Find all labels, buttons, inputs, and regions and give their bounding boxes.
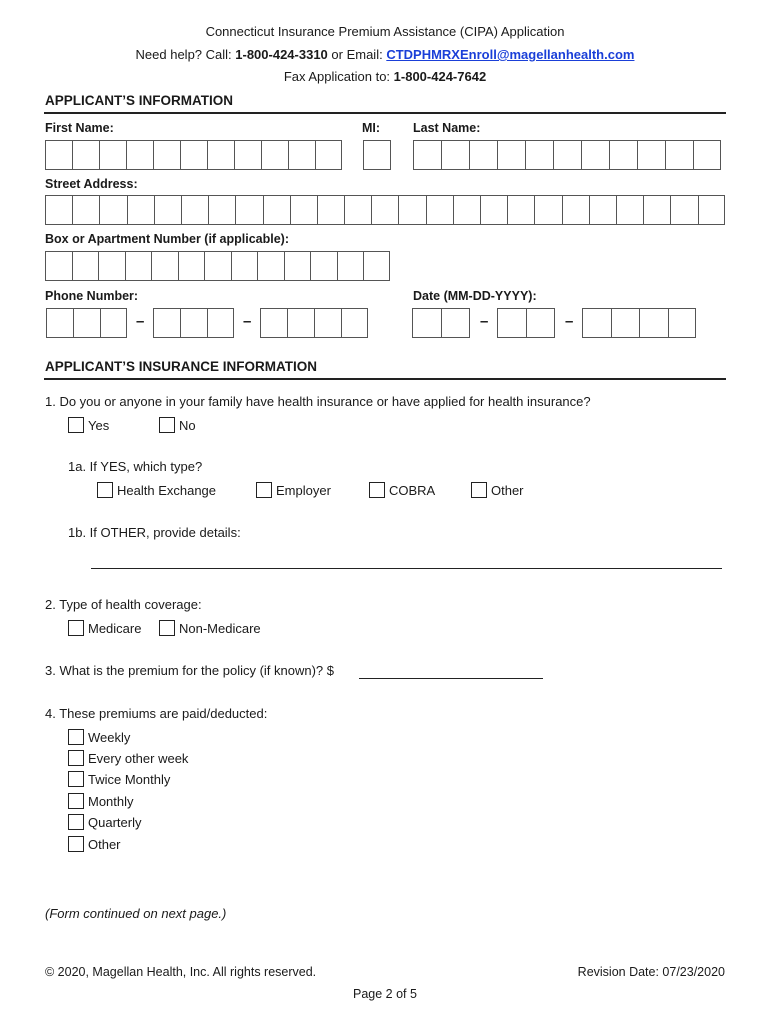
question-4: 4. These premiums are paid/deducted: — [45, 706, 268, 721]
char-box[interactable] — [310, 251, 337, 281]
section-rule — [44, 378, 726, 380]
fax-number: 1-800-424-7642 — [393, 69, 487, 84]
question-1: 1. Do you or anyone in your family have health insurance or have applied for health insurance? — [45, 394, 591, 409]
q4-other-checkbox[interactable] — [68, 836, 84, 852]
char-box[interactable] — [589, 195, 616, 225]
char-box[interactable] — [668, 308, 697, 338]
question-2: 2. Type of health coverage: — [45, 597, 202, 612]
char-box[interactable] — [497, 140, 525, 170]
q1a-employer-option[interactable] — [256, 482, 331, 498]
form-title: Connecticut Insurance Premium Assistance (CIPA) Application — [205, 24, 565, 39]
char-box[interactable] — [207, 140, 234, 170]
q4-every-other-week-checkbox[interactable] — [68, 750, 84, 766]
q3-premium-line[interactable] — [359, 678, 543, 679]
revision-date: Revision Date: 07/23/2020 — [577, 965, 725, 979]
last-name-field[interactable] — [413, 140, 721, 170]
date-month-field[interactable] — [412, 308, 470, 338]
char-box[interactable] — [234, 140, 261, 170]
char-box[interactable] — [371, 195, 398, 225]
q1a-cobra-option[interactable] — [369, 482, 435, 498]
char-box[interactable] — [153, 308, 180, 338]
mi-label: MI: — [362, 121, 381, 135]
char-box[interactable] — [99, 140, 126, 170]
char-box[interactable] — [363, 251, 390, 281]
char-box[interactable] — [497, 308, 526, 338]
q4-twice-monthly-option[interactable] — [68, 771, 170, 787]
q2-non-medicare-checkbox[interactable] — [159, 620, 175, 636]
q1-yes-checkbox[interactable] — [68, 417, 84, 433]
char-box[interactable] — [257, 251, 284, 281]
char-box[interactable] — [180, 140, 207, 170]
char-box[interactable] — [73, 308, 100, 338]
q1-no-option[interactable] — [159, 417, 196, 433]
char-box[interactable] — [337, 251, 364, 281]
char-box[interactable] — [126, 140, 153, 170]
q4-quarterly-option[interactable] — [68, 814, 141, 830]
q1a-cobra-checkbox[interactable] — [369, 482, 385, 498]
first-name-label: First Name: — [45, 121, 114, 135]
form-continued-note: (Form continued on next page.) — [45, 906, 227, 921]
date-dash-2: – — [565, 313, 574, 330]
char-box[interactable] — [261, 140, 288, 170]
q1a-employer-checkbox[interactable] — [256, 482, 272, 498]
char-box[interactable] — [341, 308, 368, 338]
char-box[interactable] — [412, 308, 441, 338]
help-mid: or Email: — [327, 47, 387, 62]
q4-every-other-week-option[interactable] — [68, 750, 188, 766]
q4-twice-monthly-checkbox[interactable] — [68, 771, 84, 787]
char-box[interactable] — [453, 195, 480, 225]
char-box[interactable] — [611, 308, 640, 338]
q1a-cobra-label: COBRA — [389, 482, 436, 498]
char-box[interactable] — [127, 195, 154, 225]
q4-monthly-checkbox[interactable] — [68, 793, 84, 809]
char-box[interactable] — [698, 195, 725, 225]
char-box[interactable] — [582, 308, 611, 338]
copyright: © 2020, Magellan Health, Inc. All rights reserved. — [45, 965, 317, 979]
char-box[interactable] — [208, 195, 235, 225]
char-box[interactable] — [344, 195, 371, 225]
char-box[interactable] — [581, 140, 609, 170]
q4-weekly-checkbox[interactable] — [68, 729, 84, 745]
phone-dash-1: – — [136, 313, 145, 330]
char-box[interactable] — [363, 140, 391, 170]
q4-weekly-label: Weekly — [88, 729, 131, 745]
char-box[interactable] — [125, 251, 152, 281]
q4-quarterly-label: Quarterly — [88, 814, 142, 830]
char-box[interactable] — [643, 195, 670, 225]
char-box[interactable] — [534, 195, 561, 225]
char-box[interactable] — [154, 195, 181, 225]
char-box[interactable] — [315, 140, 342, 170]
q1a-other-label: Other — [491, 482, 524, 498]
q1-yes-option[interactable] — [68, 417, 109, 433]
fax-line — [0, 69, 770, 84]
char-box[interactable] — [562, 195, 589, 225]
q4-other-label: Other — [88, 836, 121, 852]
q1a-other-checkbox[interactable] — [471, 482, 487, 498]
char-box[interactable] — [181, 195, 208, 225]
q1-no-checkbox[interactable] — [159, 417, 175, 433]
section-rule — [44, 112, 726, 114]
char-box[interactable] — [290, 195, 317, 225]
q4-monthly-option[interactable] — [68, 793, 134, 809]
q1a-health-exchange-checkbox[interactable] — [97, 482, 113, 498]
street-address-label: Street Address: — [45, 177, 138, 191]
char-box[interactable] — [235, 195, 262, 225]
char-box[interactable] — [46, 308, 73, 338]
applicant-section-title: APPLICANT’S INFORMATION — [45, 93, 233, 108]
q1a-health-exchange-label: Health Exchange — [117, 482, 217, 498]
box-apartment-label: Box or Apartment Number (if applicable): — [45, 232, 290, 246]
char-box[interactable] — [413, 140, 441, 170]
box-apartment-field[interactable] — [45, 251, 390, 281]
phone-dash-2: – — [243, 313, 252, 330]
date-day-field[interactable] — [497, 308, 555, 338]
question-1b: 1b. If OTHER, provide details: — [68, 525, 241, 540]
char-box[interactable] — [98, 251, 125, 281]
question-1a: 1a. If YES, which type? — [68, 459, 203, 474]
char-box[interactable] — [231, 251, 258, 281]
char-box[interactable] — [670, 195, 697, 225]
char-box[interactable] — [693, 140, 721, 170]
char-box[interactable] — [441, 308, 470, 338]
char-box[interactable] — [526, 308, 555, 338]
char-box[interactable] — [72, 195, 99, 225]
char-box[interactable] — [426, 195, 453, 225]
help-prefix: Need help? Call: — [135, 47, 236, 62]
char-box[interactable] — [207, 308, 234, 338]
phone-label: Phone Number: — [45, 289, 139, 303]
char-box[interactable] — [287, 308, 314, 338]
char-box[interactable] — [480, 195, 507, 225]
date-dash-1: – — [480, 313, 489, 330]
char-box[interactable] — [151, 251, 178, 281]
first-name-field[interactable] — [45, 140, 342, 170]
char-box[interactable] — [314, 308, 341, 338]
street-address-field[interactable] — [45, 195, 725, 225]
phone-line-field[interactable] — [260, 308, 368, 338]
q1a-other-option[interactable] — [471, 482, 524, 498]
q1-no-label: No — [179, 417, 196, 433]
char-box[interactable] — [469, 140, 497, 170]
char-box[interactable] — [72, 140, 99, 170]
help-email-link[interactable]: CTDPHMRXEnroll@magellanhealth.com — [386, 47, 635, 62]
char-box[interactable] — [72, 251, 99, 281]
q1b-details-line[interactable] — [91, 568, 722, 569]
char-box[interactable] — [180, 308, 207, 338]
char-box[interactable] — [45, 251, 72, 281]
char-box[interactable] — [178, 251, 205, 281]
fax-prefix: Fax Application to: — [283, 69, 394, 84]
last-name-label: Last Name: — [413, 121, 481, 135]
char-box[interactable] — [100, 308, 127, 338]
char-box[interactable] — [507, 195, 534, 225]
date-label: Date (MM-DD-YYYY): — [413, 289, 537, 303]
page-number: Page 2 of 5 — [353, 987, 417, 1001]
q1-yes-label: Yes — [88, 417, 110, 433]
char-box[interactable] — [99, 195, 126, 225]
help-line — [0, 47, 770, 62]
char-box[interactable] — [263, 195, 290, 225]
q4-quarterly-checkbox[interactable] — [68, 814, 84, 830]
q1a-employer-label: Employer — [276, 482, 331, 498]
q2-non-medicare-label: Non-Medicare — [179, 620, 261, 636]
char-box[interactable] — [45, 140, 72, 170]
char-box[interactable] — [616, 195, 643, 225]
char-box[interactable] — [525, 140, 553, 170]
char-box[interactable] — [665, 140, 693, 170]
char-box[interactable] — [317, 195, 344, 225]
mi-field[interactable] — [363, 140, 391, 170]
q2-medicare-checkbox[interactable] — [68, 620, 84, 636]
char-box[interactable] — [639, 308, 668, 338]
insurance-section-title: APPLICANT’S INSURANCE INFORMATION — [45, 359, 317, 374]
q2-medicare-label: Medicare — [88, 620, 142, 636]
q4-twice-monthly-label: Twice Monthly — [88, 771, 171, 787]
q4-weekly-option[interactable] — [68, 729, 130, 745]
char-box[interactable] — [204, 251, 231, 281]
char-box[interactable] — [398, 195, 425, 225]
char-box[interactable] — [45, 195, 72, 225]
char-box[interactable] — [553, 140, 581, 170]
q4-every-other-week-label: Every other week — [88, 750, 189, 766]
char-box[interactable] — [609, 140, 637, 170]
q4-monthly-label: Monthly — [88, 793, 134, 809]
q1a-health-exchange-option[interactable] — [97, 482, 216, 498]
help-phone: 1-800-424-3310 — [235, 47, 328, 62]
char-box[interactable] — [260, 308, 287, 338]
char-box[interactable] — [153, 140, 180, 170]
q4-other-option[interactable] — [68, 836, 121, 852]
q2-non-medicare-option[interactable] — [159, 620, 261, 636]
char-box[interactable] — [288, 140, 315, 170]
char-box[interactable] — [637, 140, 665, 170]
date-year-field[interactable] — [582, 308, 696, 338]
q2-medicare-option[interactable] — [68, 620, 141, 636]
char-box[interactable] — [284, 251, 311, 281]
char-box[interactable] — [441, 140, 469, 170]
phone-area-field[interactable] — [46, 308, 127, 338]
question-3: 3. What is the premium for the policy (if known)? $ — [45, 663, 335, 678]
phone-prefix-field[interactable] — [153, 308, 234, 338]
